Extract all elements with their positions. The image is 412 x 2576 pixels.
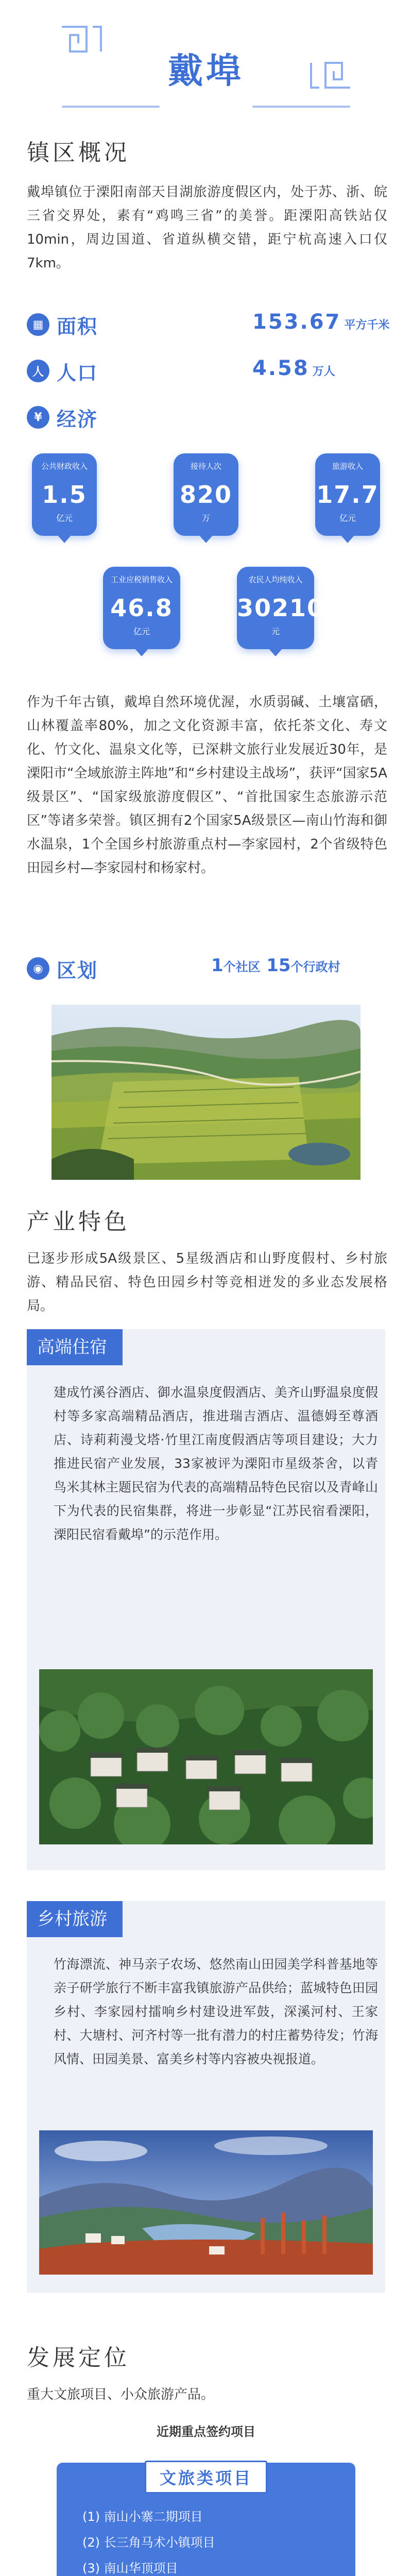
list-item: (3) 南山华顶项目: [82, 2561, 178, 2575]
bubble-label: 公共财政收入: [41, 462, 88, 471]
coin-icon: ¥: [27, 406, 49, 429]
population-label: 人口: [57, 361, 98, 384]
village-valley-photo: [39, 2130, 373, 2275]
bubble-value: 1.5: [42, 481, 87, 509]
culture-projects-title-text: 文旅类项目: [159, 2468, 253, 2488]
aerial-landscape-photo: [52, 1005, 360, 1180]
bubble-fiscal-revenue: [32, 453, 97, 536]
industry-intro: 已逐步形成5A级景区、5星级酒店和山野度假村、乡村旅游、精品民宿、特色田园乡村等竞相迸发的多业态发展格局。: [27, 1251, 387, 1314]
bubble-industrial-sales: [103, 567, 180, 649]
area-unit: 平方千米: [344, 319, 390, 332]
card-text: 建成竹溪谷酒店、御水温泉度假酒店、美齐山野温泉度假村等多家高端精品酒店，推进瑞吉酒店、温德姆至尊酒店、诗莉莉漫戈塔·竹里江南度假酒店等项目建设；大力推进民宿产业发展，33家被评为溧阳市星级茶舍，以青鸟米其林主题民宿为代表的高端精品特色民宿以及青峰山下为代表的民宿集群，将进一步彰显“江苏民宿看溧阳，溧阳民宿看戴埠”的示范作用。: [54, 1385, 378, 1542]
bubble-visitors: [174, 453, 238, 536]
bubble-unit: 亿元: [339, 513, 356, 523]
bubble-value: 17.7: [316, 481, 379, 509]
culture-projects-title: [145, 2461, 267, 2494]
list-item: (2) 长三角马术小镇项目: [82, 2535, 215, 2550]
area-number: 153.67: [252, 310, 341, 334]
culture-projects-box: [57, 2463, 355, 2576]
district-village-text: 个行政村: [290, 960, 340, 974]
stat-economy: [27, 402, 98, 433]
population-number: 4.58: [252, 357, 310, 380]
bubble-label: 工业应税销售收入: [110, 575, 173, 584]
culture-projects-list: [82, 2504, 256, 2576]
section-title-overview: 镇区概况: [27, 140, 130, 166]
bubble-label: 农民人均纯收入: [248, 575, 303, 584]
person-icon: 人: [27, 360, 49, 382]
bubble-unit: 亿元: [133, 626, 150, 636]
overview-intro: 戴埠镇位于溧阳南部天目湖旅游度假区内，处于苏、浙、皖三省交界处，素有“鸡鸣三省”的美誉。距溧阳高铁站仅10min，周边国道、省道纵横交错，距宁杭高速入口仅7km。: [27, 184, 387, 271]
stat-area: [27, 309, 98, 340]
bubble-value: 820: [179, 481, 233, 509]
header-rule-left: [62, 106, 160, 108]
card-high-end-lodging: [27, 1329, 385, 1870]
bubble-farmer-income: [237, 567, 325, 649]
bubble-tourism-revenue: [315, 453, 380, 536]
card-text: 竹海漂流、神马亲子农场、悠然南山田园美学科普基地等亲子研学旅行不断丰富我镇旅游产品供给；蓝城特色田园乡村、李家园村擂响乡村建设进军鼓，深溪河村、王家村、大塘村、河齐村等一批有潜力的村庄蓄势待发；竹海风情、田园美景、富美乡村等内容被央视报道。: [54, 1957, 378, 2066]
stat-population: [27, 355, 98, 386]
section-title-industry: 产业特色: [27, 1209, 130, 1235]
district-value: [211, 955, 340, 976]
header: [0, 0, 412, 103]
bubble-label: 旅游收入: [332, 462, 363, 471]
list-item: (1) 南山小寨二期项目: [82, 2510, 203, 2524]
card-tag: 高端住宿: [27, 1329, 123, 1365]
bubble-unit: 万: [201, 513, 210, 523]
overview-body: 作为千年古镇，戴埠自然环境优渥，水质弱碱、土壤富硒，山林覆盖率80%，加之文化资源丰富，依托茶文化、寿文化、竹文化、温泉文化等，已深耕文旅行业发展近30年，是溧阳市“全域旅游主阵地”和“乡村建设主战场”，获评“国家5A级景区”、“国家级旅游度假区”、“首批国家生态旅游示范区”等诸多荣誉。镇区拥有2个国家5A级景区—南山竹海和御水温泉，1个全国乡村旅游重点村—李家园村，2个省级特色田园乡村—李家园村和杨家村。: [27, 694, 387, 876]
district-community-count: 1: [211, 955, 224, 976]
card-rural-tourism: [27, 1901, 385, 2293]
card-tag: 乡村旅游: [27, 1901, 123, 1937]
bubble-value: 46.8: [110, 594, 173, 622]
header-rule-right: [252, 106, 350, 108]
section-title-development: 发展定位: [27, 2345, 130, 2371]
resort-villas-photo: [39, 1669, 373, 1844]
district-community-text: 个社区: [223, 960, 261, 974]
district-label: 区划: [57, 959, 98, 982]
bubble-label: 接待人次: [190, 462, 221, 471]
district-village-count: 15: [266, 955, 291, 976]
area-icon: ▦: [27, 313, 49, 336]
bubble-unit: 元: [271, 626, 280, 636]
area-label: 面积: [57, 315, 98, 338]
map-pin-icon: ◉: [27, 957, 49, 980]
bubble-value: 30210: [237, 594, 325, 622]
signed-projects-subtitle: 近期重点签约项目: [157, 2425, 255, 2439]
development-intro: 重大文旅项目、小众旅游产品。: [27, 2387, 215, 2402]
stat-district: [27, 953, 98, 984]
economy-label: 经济: [57, 408, 98, 431]
page-title: 戴埠: [167, 50, 244, 92]
population-unit: 万人: [312, 365, 335, 378]
area-value: [252, 310, 389, 334]
bubble-unit: 亿元: [56, 513, 73, 523]
population-value: [252, 357, 335, 380]
